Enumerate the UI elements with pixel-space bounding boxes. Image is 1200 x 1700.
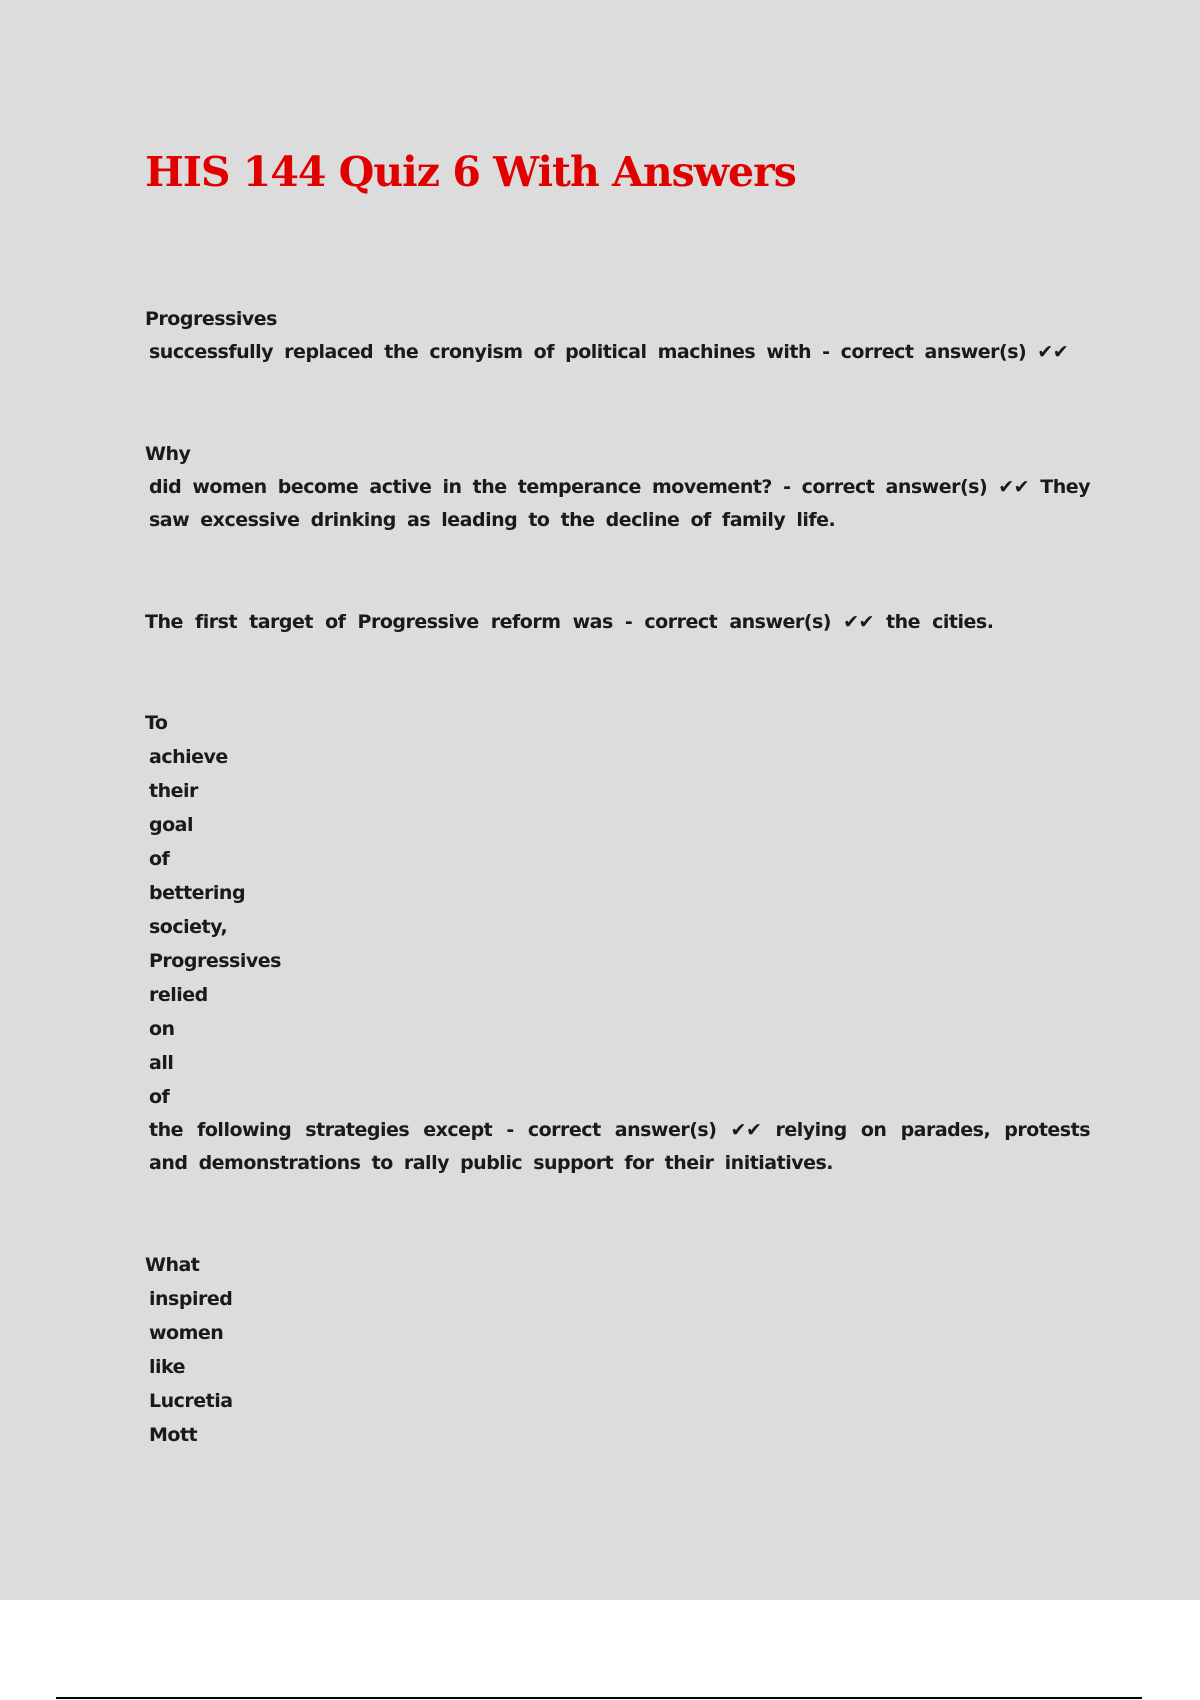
question-word: bettering: [149, 882, 246, 904]
footer-divider: [56, 1697, 1142, 1699]
question-word: inspired: [149, 1288, 233, 1310]
question-lead: To: [145, 712, 168, 734]
question-word: Lucretia: [149, 1390, 233, 1412]
question-lead: Progressives: [145, 308, 277, 330]
question-inline: The first target of Progressive reform was - correct answer(s) ✔✔ the cities.: [145, 611, 994, 633]
question-word: relied: [149, 984, 208, 1006]
question-word: Progressives: [149, 950, 281, 972]
question-word: achieve: [149, 746, 228, 768]
document-title: HIS 144 Quiz 6 With Answers: [145, 148, 796, 196]
question-word: their: [149, 780, 198, 802]
question-word: society,: [149, 916, 228, 938]
question-block: [145, 437, 1090, 537]
question-answer: did women become active in the temperance movement? - correct answer(s) ✔✔ They saw excessive drinking as leading to the decline of family life.: [149, 476, 1090, 531]
question-block: [145, 605, 1090, 639]
question-word: like: [149, 1356, 186, 1378]
question-block: [145, 1248, 1090, 1452]
question-word: of: [149, 848, 170, 870]
question-block: [145, 302, 1090, 369]
question-word: goal: [149, 814, 193, 836]
question-answer: successfully replaced the cronyism of political machines with - correct answer(s) ✔✔: [149, 341, 1069, 363]
question-lead: Why: [145, 443, 191, 465]
question-word: Mott: [149, 1424, 198, 1446]
question-word: women: [149, 1322, 224, 1344]
question-block: [145, 706, 1090, 1180]
question-lead: What: [145, 1254, 200, 1276]
question-word: all: [149, 1052, 174, 1074]
question-answer: the following strategies except - correct answer(s) ✔✔ relying on parades, protests and demonstrations to rally public support for their initiatives.: [149, 1119, 1090, 1174]
question-word: on: [149, 1018, 175, 1040]
question-word: of: [149, 1086, 170, 1108]
